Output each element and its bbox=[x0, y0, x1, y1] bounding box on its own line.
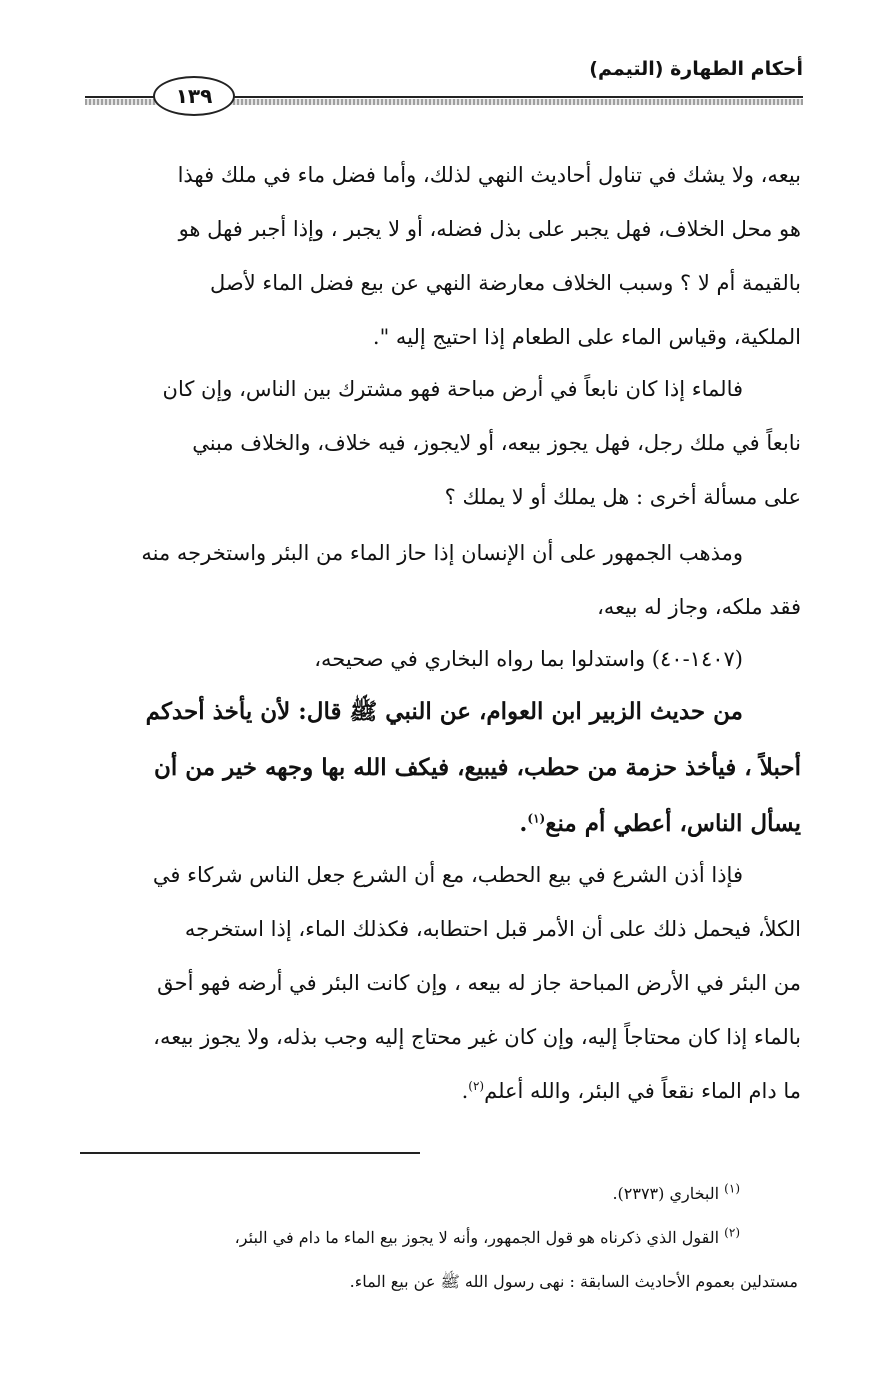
text-line bbox=[78, 796, 801, 852]
text-line: على مسألة أخرى : هل يملك أو لا يملك ؟ bbox=[444, 485, 801, 509]
paragraph-2 bbox=[78, 362, 801, 524]
text-run: . bbox=[519, 810, 528, 837]
text-run: يسأل الناس، أعطي أم منع bbox=[545, 810, 801, 837]
hadith-text bbox=[78, 684, 801, 852]
text-line bbox=[78, 1064, 801, 1118]
paragraph-6 bbox=[78, 848, 801, 1118]
footnote-2 bbox=[80, 1216, 798, 1260]
footnote-number: (١) bbox=[724, 1181, 740, 1196]
text-line: فالماء إذا كان نابعاً في أرض مباحة فهو مشترك بين الناس، وإن كان bbox=[162, 377, 743, 401]
text-line: هو محل الخلاف، فهل يجبر على بذل فضله، أو لا يجبر ، وإذا أجبر فهل هو bbox=[178, 217, 801, 241]
footnote-text: البخاري (٢٣٧٣). bbox=[612, 1184, 720, 1203]
page-header bbox=[85, 52, 803, 112]
footnote-2-continued: مستدلين بعموم الأحاديث السابقة : نهى رسول الله ﷺ عن بيع الماء. bbox=[349, 1272, 798, 1291]
paragraph-1 bbox=[78, 148, 801, 364]
page-number-text: ١٣٩ bbox=[175, 84, 213, 108]
footnote-marker[interactable]: (٢) bbox=[468, 1079, 485, 1093]
running-title: أحكام الطهارة (التيمم) bbox=[589, 58, 803, 80]
text-line: ومذهب الجمهور على أن الإنسان إذا حاز الماء من البئر واستخرجه منه bbox=[141, 541, 743, 565]
text-line: فإذا أذن الشرع في بيع الحطب، مع أن الشرع جعل الناس شركاء في bbox=[152, 863, 743, 887]
footnote-separator bbox=[80, 1152, 420, 1154]
text-line: فقد ملكه، وجاز له بيعه، bbox=[597, 595, 801, 619]
text-line: نابعاً في ملك رجل، فهل يجوز بيعه، أو لايجوز، فيه خلاف، والخلاف مبني bbox=[192, 431, 801, 455]
text-line: الكلأ، فيحمل ذلك على أن الأمر قبل احتطابه، فكذلك الماء، إذا استخرجه bbox=[184, 917, 801, 941]
text-run: ما دام الماء نقعاً في البئر، والله أعلم bbox=[484, 1079, 801, 1103]
text-line: الملكية، وقياس الماء على الطعام إذا احتيج إليه ". bbox=[372, 325, 801, 349]
text-line: أحبلاً ، فيأخذ حزمة من حطب، فيبيع، فيكف الله بها وجهه خير من أن bbox=[154, 754, 801, 781]
footnote-marker[interactable]: (١) bbox=[527, 811, 546, 826]
text-line: من البئر في الأرض المباحة جاز له بيعه ، وإن كانت البئر في أرضه فهو أحق bbox=[157, 971, 801, 995]
text-run: . bbox=[461, 1079, 469, 1103]
page-number bbox=[153, 76, 235, 116]
paragraph-3 bbox=[78, 526, 801, 634]
footnote-1 bbox=[80, 1172, 798, 1216]
text-line: من حديث الزبير ابن العوام، عن النبي ﷺ قال: لأن يأخذ أحدكم bbox=[145, 698, 743, 725]
text-line: بيعه، ولا يشك في تناول أحاديث النهي لذلك، وأما فضل ماء في ملك فهذا bbox=[177, 163, 801, 187]
footnotes bbox=[80, 1172, 798, 1304]
hadith-reference bbox=[78, 632, 801, 686]
footnote-number: (٢) bbox=[724, 1225, 740, 1240]
text-line: بالقيمة أم لا ؟ وسبب الخلاف معارضة النهي عن بيع فضل الماء لأصل bbox=[210, 271, 801, 295]
text-line: (١٤٠٧-٤٠) واستدلوا بما رواه البخاري في صحيحه، bbox=[314, 647, 743, 671]
footnote-text: القول الذي ذكرناه هو قول الجمهور، وأنه لا يجوز بيع الماء ما دام في البئر، bbox=[234, 1228, 720, 1247]
text-line: بالماء إذا كان محتاجاً إليه، وإن كان غير محتاج إليه وجب بذله، ولا يجوز بيعه، bbox=[153, 1025, 801, 1049]
